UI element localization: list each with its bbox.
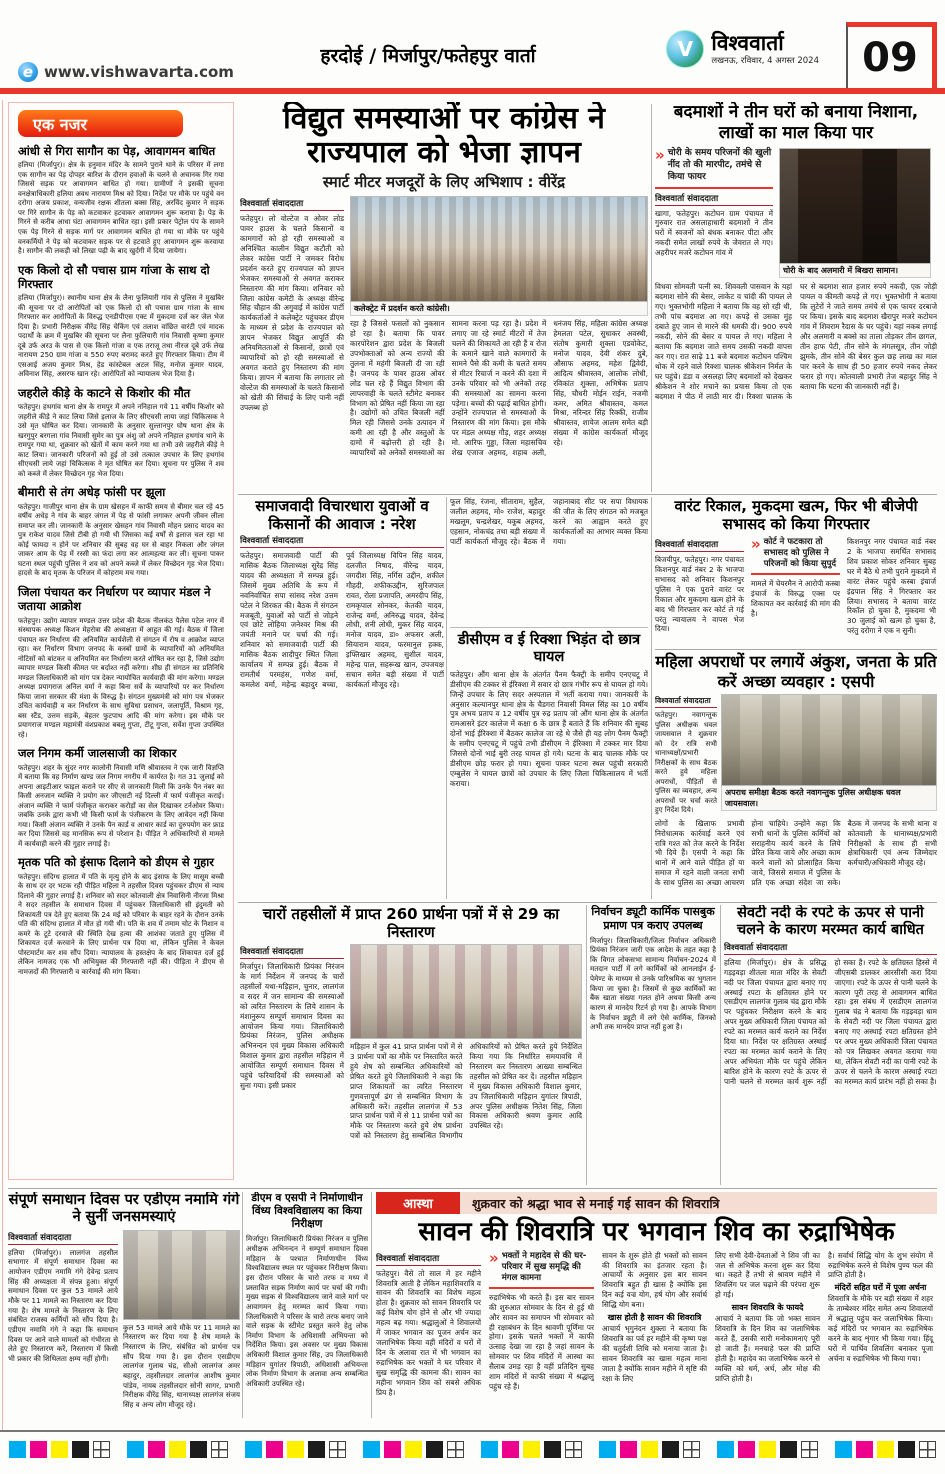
samajwadi-names-continued: फूल सिंह, रंजना, सीताराम, सुहैल, जलील अहमद, मो० राजेश, बहादुर मखलूम, चन्द्रशेखर, यकूब अहमद, एहसान, नोकचंद्र तथा बड़ी संख्या में पार्टी कार्यकर्ता मौजूद रहे। बैठक में जहानाबाद सीट पर सपा विधायक की जीत के लिए संगठन को मजबूत करने का आह्वान करते हुए कार्यकर्ताओं का आभार व्यक्त किया गया। [450,497,648,628]
column-rule [651,497,652,899]
byline: विश्ववार्ता संवाददाता [655,696,717,708]
brief-headline: मृतक पति को इंसाफ दिलाने को डीएम से गुहार [18,855,214,870]
kicker-line: शुक्रवार को श्रद्धा भाव से मनाई गई सावन की शिवरात्रि [460,1192,937,1214]
brand-block [666,30,819,68]
highlight-point: चोरी के समय परिजनों की खुली नींद तो की मारपीट, तमंचे से किया फायर [667,148,772,182]
news-brief [18,144,224,257]
theft-aftermath-photo [779,148,931,264]
byline: विश्ववार्ता संवाददाता [655,539,744,552]
red-rule [751,573,840,575]
article-body: आचार्य ने बताया कि जो भक्त सावन शिवरात्रि के दिन शिव का जलाभिषेक करते हैं, उसकी सारी मनोकामनाएं पूरी हो जाती हैं। मनचाहे फल की प्राप्ति होती है। महादेव का जलाभिषेक करने से व्यक्ति को धर्म, अर्थ, और मोक्ष की प्राप्ति होती है। [715,1314,820,1383]
column-rule [446,497,447,899]
article-body: फतेहपुर। समाजवादी पार्टी की मासिक बैठक जिलाध्यक्ष सुरेंद्र सिंह यादव की अध्यक्षता में सम्पन्न हुई। जिसमें मुख्य अतिथि के रूप में नवनिर्वाचित सपा सांसद नरेश उत्तम पटेल ने शिरकत की। बैठक में संगठन मजबूती, युवाओं को पार्टी से जोड़ने एवं छोटे लोहिया जनेश्वर मिश्र की जयंती मनाने पर चर्चा की गई। शनिवार को समाजवादी पार्टी की मासिक बैठक शादीपुर स्थित जिला कार्यालय में सम्पन्न हुई। बैठक में रामतीर्थ परमहंस, गणेश वर्मा, कमलेश वर्मा, महेन्द्र बहादुर बच्चा, पूर्व जिलाध्यक्ष विपिन सिंह यादव, दलजीत निषाद, वीरेन्द्र यादव, जगदीश सिंह, नर्गिस उद्दीन, शकील गौहदी, शफीकउद्दीन, सुरिजपाल रावत, रोला प्रजापति, अमरदीप सिंह, रामकृपाल सोनकर, केतकी यादव, राजेन्द्र वर्मा, अनिरुद्ध यादव, देवेन्द्र लोधी, शनी लोधी, मुकर सिंह यादव, मनोज यादव, डा० अफसर अली, सियाराम यादव, फरमानुल हक्क, इफ्तिखार अहमद, सुशील यादव, महेन्द्र पाल, सहरूख खान, उपजयक्ष सचान समेत बड़ी संख्या में पार्टी कार्यकर्ता मौजूद रहे। [240,551,444,689]
article-body: लोगों के खिलाफ प्रभावी निरोधात्मक कार्रवाई करने एवं रात्रि गश्त को तेज करने के निर्देश भी दिये हैं। एसपी ने कहा कि थानों में आने वाले पीड़ित हों या समाज में रहने वाली जनता सभी के साथ पुलिस का अच्छा आचरण होना चाहिये। उन्होंने कहा कि सभी थानों के पुलिस कर्मियों को सराहनीय कार्य करने के लिये प्रेरित किया जाये और अच्छा काम करने वालों को प्रोत्साहित किया जाये, जिससे समाज में पुलिस के प्रति एक अच्छा संदेश जा सके। बैठक में जनपद के सभी थाना व कोतवाली के थानाध्यक्ष/प्रभारी निरीक्षकों के साथ ही सभी क्षेत्राधिकारी एवं अन्य जिम्मेदार कर्मचारी/अधिकारी मौजूद रहे। [655,818,937,888]
congress-protest-photo [350,196,648,302]
article-headline: समाजवादी विचारधारा युवाओं व किसानों की आवाज : नरेश [255,497,429,533]
article-adm-namami-gange [8,1192,240,1418]
vishwavarta-logo-icon: V [666,30,704,68]
brief-body: हलिया (मिर्जापुर)। स्थानीय थाना क्षेत्र के लैना फुलियारी गांव से पुलिस ने मुखबिर की सूचना पर दो आरोपितों को एक किलो दो सौ पचास ग्राम गांजा के साथ गिरफ्तार कर आरोपितों के विरुद्ध एनडीपीएस एक्ट में मुकदमा दर्ज कर जेल भेज दिया है। प्रभारी निरीक्षक वीरेंद्र सिंह चेकिंग एवं तलाश वांछित वारंटी एवं मादक पदार्थों के क्रम में मुखबिर की सूचना पर लैना फुलियारी गांव निवासी कृष्णा कुमार दूबे उर्फ अरउ के पास से एक किलो गांजा व एक तराजू तथा नीरज दूबे उर्फ लेख नारायण 250 ग्राम गांजा व 550 रुपए बरामद करते हुए गिरफ्तार किया। टीम में एसआई अजय कुमार मिश्र, हेड कांस्टेबल अटल सिंह, मनोज कुमार यादव, अविनाश सिंह, असरफ खान रहे। आरोपितों को न्यायालय भेज दिया है। [18,294,224,379]
column-rule [586,905,587,1185]
byline: विश्ववार्ता संवाददाता [376,1253,481,1266]
registration-mark-icon [565,1441,582,1458]
article-headline: सावन की शिवरात्रि पर भगवान शिव का रुद्राभिषेक [418,1217,895,1247]
brief-body: फतेहपुर। गाजीपुर थाना क्षेत्र के ग्राम खेसहन में काफी समय से बीमार चल रहे 45 वर्षीय अधेड़ ने गांव के बाहर जंगल में पेड़ से फांसी लगाकर अपनी जीवन लीला समाप्त कर ली। जानकारी के अनुसार खेसहन गांव निवासी मोहन प्रसाद यादव का पुत्र राकेश यादव जिसे टीबी हो गयी थी जिसका कई वर्षों से इलाज चल रहा था कोई फायदा न होने पर शनिवार की सुबह वह घर से बाहर निकला और जंगल जाकर आम के पेड़ में रस्सी का फंदा लगा कर आत्महत्या कर ली। सूचना पाकर घटना स्थल पहुंची पुलिस ने शव को अपने कब्जे में लेकर विच्छेदन गृह भेज दिया। हादसे के बाद मृतक के परिजन में कोहराम मच गया। [18,502,224,578]
photo-caption: कलेक्ट्रेट में प्रदर्शन करते कांग्रेसी। [350,302,648,316]
red-rule [655,187,773,189]
article-body: फतेहपुर। वैसे तो साल में हर महीने शिवरात्रि आती है लेकिन महाशिवरात्रि व सावन की शिवरात्रि का विशेष महत्व होता है। शुक्रवार को सावन शिवरात्रि पर कई विशेष योग होने से और भी ज्यादा महत्व बढ़ गया। श्रद्धालुओं ने शिवालयों में जाकर भगवान का पूजन अर्चन कर जलाभिषेक किया वहीं मंदिरों व घरों में दिन के अलावा रात में भी भगवान का रुद्राभिषेक कर भक्तों ने घर परिवार में सुख समृद्धि की कामना की। सावन का महीना भगवान शिव को सबसे अधिक प्रिय है। [376,1268,481,1397]
article-body: मिर्जापुर। जिलाधिकारी/जिला निर्वाचन अधिकारी प्रियंका निरंजन जारी एक आदेश के तहत कहा है कि विगत लोकसभा सामान्य निर्वाचन-2024 में मतदान पार्टी में लगे कार्मिकों को आनलाईन ई-पेमेण्ट के माध्यम से उनके पारिश्रमिक का भुगतान किया जा चुका है। जिसमें से कुछ कार्मिकों का बैंक खाता संख्या गलत होने अथवा किसी अन्य कारण से मानदेय रिटर्न हो गया है। आपके विभाग के निर्वाचन ड्यूटी में लगे ऐसे कार्मिक, जिनको अभी तक मानदेय प्राप्त नहीं हुआ है। [590,935,716,1032]
article-headline: बदमाशों ने तीन घरों को बनाया निशाना, लाखों का माल किया पार [673,102,919,143]
ek-najar-title: एक नजर [18,110,183,137]
brief-headline: जिला पंचायत कर निर्धारण पर व्यापार मंडल ने जताया आक्रोश [18,584,211,614]
byline: विश्ववार्ता संवाददाता [655,193,773,206]
article-body: कुल 53 मामले आये मौके पर 11 मामले का निस्तारण कर दिया गया है शेष मामले के निस्तारण के लिए, संबंधित को प्रार्थना पत्र सौंप दिया गया है। इस दौरान एसडीएम लालगंज गुलाब चंद्र, सीओ लालगंज अमर बहादुर, तहसीलदार लालगंज आशीष कुमार पांडेय, नायब तहसीलदार सोनी सागर, प्रभारी निरीक्षक वीरेंद्र सिंह, थानाध्यक्ष लालगंज संजय सिंह व अन्य लोग मौजूद रहे। [123,1322,240,1409]
section-title: हरदोई / मिर्जापुर/फतेहपुर वार्ता [320,45,536,67]
article-body: मामले में चेयरमैन ने आरोपी कस्बा इंचार्ज के विरुद्ध एक्स पर शिकायत कर कार्रवाई की मांग की है। [751,579,840,618]
police-meeting-photo [721,694,937,786]
article-warrant-arrest [655,497,937,647]
column-rule [720,905,721,1185]
cmyk-swatch-group [127,1441,228,1458]
article-headline: चारों तहसीलों में प्राप्त 260 प्रार्थना पत्रों में से 29 का निस्तारण [262,905,560,941]
header-rule [0,88,945,94]
news-brief [18,746,224,849]
highlight-point: कोर्ट ने फटकारा तो सभासद को पुलिस ने परिजनों को किया सुपुर्द [763,537,836,570]
news-brief [18,386,224,480]
article-sp-crime-review [655,652,937,898]
brief-headline: आंधी से गिरा सागौन का पेड़, आवागमन बाधित [18,144,216,158]
samadhan-diwas-photo [350,944,582,1039]
article-body: बिजयीपुर, फतेहपुर। नगर पंचायत किशनपुर वार्ड नंबर 2 के भाजपा सभासद को शनिवार किशनपुर पुलिस ने एक पुराने वारंट पर रिकाल और मुकदमा खत्म होने के बाद भी गिरफ्तार कर कोर्ट ले गई परंतु न्यायालय ने वापस भेज दिया। [655,555,744,634]
article-robbery [655,102,937,492]
page-number: 09 [846,22,937,89]
article-vindhya-university-inspection [246,1192,368,1418]
browser-e-icon: e [18,62,38,82]
byline: विश्ववार्ता संवाददाता [8,1232,118,1245]
article-body: मिर्जापुर। जिलाधिकारी प्रियंका निरंजन के मार्ग निर्देशन में जनपद के चारों तहसीलों यथा-मड़िहान, चुनार, लालगंज व सदर में जन सामान्य की समस्याओं को त्वरित निस्तारण के लिये शासन के मंशानुरूप सम्पूर्ण समाधान दिवस का आयोजन किया गया। जिलाधिकारी प्रियंका निरंजन, पुलिस अधीक्षक अभिनन्दन एवं मुख्य विकास अधिकारी विशाल कुमार द्वारा तहसील मड़िहान में आयोजित सम्पूर्ण समाधान दिवस में पहुंचे फरियादियों की समस्याओं को सुना गया। इसी प्रकार [240,962,344,1091]
photo-caption: चोरी के बाद अलमारी में बिखरा सामान। [779,264,931,278]
band-rule [655,649,937,650]
news-brief [18,855,224,977]
ek-najar-box [8,102,234,1180]
sub-heading: मंदिरों सहित घरों में पूजा अर्चना [834,1283,927,1293]
article-headline: संपूर्ण समाधान दिवस पर एडीएम नमामि गंगे ने सुनीं जनसमस्याएं [8,1192,240,1226]
article-headline: वारंट रिकाल, मुकदमा खत्म, फिर भी बीजेपी सभासद को किया गिरफ्तार [674,497,918,533]
tehsil-hearing-photo [123,1230,240,1320]
article-body: किशनपुर नगर पंचायत वार्ड नंबर 2 के भाजपा समर्थित सभासद शिव प्रकाश सोकर शनिवार सुबह घर में बैठे थे तभी पुराने मुकदमे में वारंट लेकर पहुंचे कस्बा इंचार्ज इंद्रपाल सिंह ने गिरफ्तार कर लिया। सभासद ने बताया वारंट रिकॉल हो चुका है, मुकदमा भी 30 जुलाई को खत्म हो चुका है, परंतु दरोगा ने एक न सुनी। [847,537,936,636]
article-body: हलिया (मिर्जापुर)। लालगंज तहसील सभागार में संपूर्ण समाधान दिवस का आयोजन एडीएम नमामि गंगे देवेन्द्र प्रताप सिंह की अध्यक्षता में संपन्न हुआ। संपूर्ण समाधान दिवस पर कुल 53 मामले आये मौके पर 11 मामले का निस्तारण कर दिया गया है। शेष मामले के निस्तारण के लिए संबंधित राजस्व कर्मियों को सौंप दिया है। एडीएम नमामि गंगे ने कहा कि समाधान दिवस पर आने वाले मामलों को गंभीरता से लेते हुए निस्तारण करें, निस्तारण में किसी भी प्रकार की शिथिलता क्षम्य नहीं होगी। [8,1247,118,1363]
article-body: मड़िहान में कुल 41 प्राप्त प्रार्थना पत्रों में से 3 प्रार्थना पत्रों का मौके पर निस्तारित करते हुये शेष को सम्बन्धित अधिकारियों को प्रेषित करते हुये जिलाधिकारी ने कहा कि प्राप्त शिकायतों का त्वरित निस्तारण गुणवत्तापूर्ण ढंग से सम्बन्धित विभाग के अधिकारी करें। तहसील लालगंज में 53 प्राप्त प्रार्थना पत्रों में से 11 प्रार्थना पत्रों का मौके पर निस्तारण करते हुये शेष प्रार्थना पत्रों को निस्तारण हेतु सम्बन्धित विभागीय अधिकारियों को प्रेषित करते हुये निर्देशित किया गया कि निर्धारित समयावधि में निस्तारण कर निस्तारण आख्या सम्बन्धित तहसील को प्रेषित कर दें। तहसील मड़िहान में मुख्य विकास अधिकारी विशाल कुमार, उप जिलाधिकारी मड़िहान युगांतर त्रिपाठी, अपर पुलिस अधीक्षक नितेश सिंह, जिला विकास अधिकारी श्रवण कुमार आदि उपस्थित रहे। [350,1042,582,1141]
article-body: लिए सभी देवी-देवताओं ने शिव जी का जल से अभिषेक करना शुरू कर दिया था। कहते हैं तभी से श्रावण महीने में शिवलिंग पर जल चढ़ाने की परंपरा शुरू हो गई। [715,1250,820,1300]
article-headline: महिला अपराधों पर लगायें अंकुश, जनता के प्रति करें अच्छा व्यवहार : एसपी [655,652,937,691]
registration-mark-icon [93,1441,110,1458]
article-samadhan-diwas-260 [240,905,582,1185]
quote-bullet-icon: » [751,535,761,553]
brief-headline: एक किलो दो सौ पचास ग्राम गांजा के साथ दो गिरफ्तार [18,262,210,291]
brief-headline: बीमारी से तंग अधेड़ फांसी पर झूला [18,485,166,500]
article-body: है। सर्वार्थ सिद्धि योग के शुभ संयोग में रुद्राभिषेक करने से विशेष पुण्य फल की प्राप्ति होती है। [828,1250,933,1280]
article-body: हलिया (मिर्जापुर)। क्षेत्र के प्रसिद्ध गड़इवड़ा शीतला माता मंदिर के सेवटी नदी पर जिला पंचायत द्वारा बनाए गए अस्थाई रपटा के क्षतिग्रस्त होने पर एसडीएम लालगंज गुलाब चंद्र द्वारा मौके पर पहुंचकर निरीक्षण करने के बाद अपर मुख्य अधिकारी जिला पंचायत को रपटे का मरम्मत कार्य कराने का निर्देश दिया था। निर्देश पर क्षतिग्रस्त अस्थाई रपटा का मरम्मत कार्य कराने के लिए अपर अभियंता मौके पर पहुंचे लेकिन बारिश होने के कारण रपटे के ऊपर से पानी चलने से मरम्मत कार्य शुरू नहीं हो सका है। रपटे के क्षतिग्रस्त हिस्से में जीएसबी डालकर आरसीसी करा दिया जाएगा। रपटे के ऊपर से पानी चलने के कारण पूरी तरह से आवागमन बाधित रहा। इस संबंध में एसडीएम लालगंज गुलाब चंद्र ने बताया कि गड़इवड़ा धाम के सेवटी नदी पर जिला पंचायत द्वारा बनाए गए अस्थाई रपटा क्षतिग्रस्त होने पर अपर मुख्य अधिकारी जिला पंचायत को पत्र लिखकर अवगत कराया गया था, लेकिन सेवटी नदी का पानी रपटे के ऊपर से चलने के कारण अस्थाई रपटा का मरम्मत कार्य प्रारंभ नहीं हो सका है। [724,957,937,1086]
quote-bullet-icon: » [655,146,665,165]
article-sevti-river-repair [724,905,937,1185]
article-headline: डीएम व एसपी ने निर्माणाधीन विंध्य विश्वविद्यालय का किया निरीक्षण [251,1192,363,1231]
left-margin-rule [2,100,3,1430]
column-rule [242,1192,243,1418]
sub-heading: सावन शिवरात्रि के फायदे [731,1303,804,1313]
brief-body: फतेहपुर। उद्योग व्यापार मण्डल उत्तर प्रदेश की बैठक नीलकंठ पैलेस पटेल नगर में संस्थापक अध्यक्ष किशन मेहरोत्रा की अध्यक्षता में आहूत की गई। बैठक में जिला पंचायत कर निर्धारण की अनियमित कार्यशैली से संगठन में रोष व आक्रोश व्याप्त रहा। कर निर्धारण विभाग जनपद के कस्बों ग्रामों के व्यापारियों को अनियमित नोटिसों को बांटकर व अनियमित कर निर्धारण करते शोषित कर रहा है, जिसे उद्योग व्यापार मण्डल किसी कीमत पर बर्दाश्त नहीं करेगा। शीघ्र ही संगठन का प्रतिनिधि मण्डल जिलाधिकारी को मांग पत्र देकर न्यायोचित कार्यवाही की मांग करेगा। मण्डल अध्यक्ष प्रयागराज अनिल वर्मा ने कहा बिना सर्वे के व्यापारियों पर कर निर्धारण किया जाना सरकार की मंशा के विरुद्ध है। संगठन मुख्यमंत्री को मांग पत्र भेजकर उचित कार्यवाही व कर निर्धारण के साथ सुविधा प्रसाधन, जलापूर्ति, विश्राम गृह, बस स्टैंड, उत्तम सड़कें, बेहतर फुटपाथ आदि की मांग करेगा। इस मौके पर प्रयागराज मण्डल महामंत्री वंशप्रकाश बबलू गुप्ता, टीटू गुप्ता, सर्वेश गुप्ता उपस्थित रहे। [18,616,224,739]
article-headline: सेवटी नदी के रपटे के ऊपर से पानी चलने के कारण मरम्मत कार्य बाधित [737,905,924,939]
article-body: रुद्राभिषेक भी करते हैं। इस बार सावन की शुरुआत सोमवार के दिन से हुई थी और सावन का समापन भी सोमवार को ही रक्षाबंधन के दिन श्रावणी पूर्णिमा पर होगा। इसके चलते भक्तों में काफी उत्साह देखा जा रहा है जहां सावन के सोमवार पर शिव मंदिरों में आस्था का सैलाब उमड़ रहा है वहीं प्रतिदिन सुबह शाम मंदिरों में काफी संख्या में श्रद्धालु पहुंच रहे हैं। [489,1292,594,1392]
brief-body: हलिया (मिर्जापुर)। क्षेत्र के हनुमान मंदिर के सामने पुराने थाने के परिसर में लगा एक सागौन का पेड़ दोपहर बारिश के दौरान हवाओं के चलने से अचानक गिर गया जिससे सड़क पर आवागमन बाधित हो गया। ग्रामीणों ने इसकी सूचना वनक्षेत्राधिकारी हलिया अवध नारायण मिश्र को दिया। निर्देश पर मौके पर पहुंचे वन दरोगा अजय प्रकाश, वन्यजीव रक्षक शीतला बक्स सिंह, अरविंद कुमार ने सड़क पर गिरे सागौन के पेड़ को कटवाकर हटवाकर आवागमन शुरू कराया है। पेड़ के गिरने से करीब आधा घंटा आवागमन बाधित रहा। इसी प्रकार पेट्रोल पंप के सामने एक पेड़ गिरने से सड़क मार्ग पर आवागमन बाधित हो गया था मौके पर पहुंचे वनकर्मियों ने पेड़ को कटवाकर सड़क पर से हटवाते हुए आवागमन शुरू करवाया है। सागौन की लकड़ी को लिखा पढ़ी के बाद खुर्दगी में दिया जायेगा। [18,161,224,256]
byline: विश्ववार्ता संवाददाता [240,946,344,959]
article-samajwadi-meeting [240,497,444,899]
article-body: फतेहपुर। नवागन्तुक पुलिस अधीक्षक धवल जायसवाल ने शुक्रवार को देर रात्रि सभी थानाध्यक्षों/प्रभारी निरीक्षकों के साथ बैठक करते हुये महिला अपराधों, पीड़ितों से पुलिस का व्यवहार, अन्य अपराधों पर चर्चा करते हुए निर्देश दिये। [655,711,717,815]
website-text: www.vishwavarta.com [44,63,234,81]
article-headline: डीसीएम व ई रिक्शा भिड़ंत दो छात्र घायल [457,632,641,666]
registration-mark-icon [329,1441,346,1458]
band-rule [8,1188,937,1189]
edition-date-line: लखनऊ, रविवार, 4 अगस्त 2024 [711,55,819,66]
red-rule [489,1287,594,1289]
byline: विश्ववार्ता संवाददाता [240,198,344,211]
aastha-badge: आस्था [376,1192,460,1214]
article-dcm-collision [450,497,648,899]
band-rule [238,494,937,495]
cmyk-swatch-group [717,1441,818,1458]
highlight-point: भक्तों ने महादेव से की घर-परिवार में सुख समृद्धि की मंगल कामना [501,1250,587,1283]
article-body: रहा है जिससे फसलों को नुकसान हो रहा है। बताया कि पावर कारपोरेशन द्वारा प्रदेश के बिजली उपभोक्ताओं को अन्य राज्यों की तुलना में महंगी बिजली दी जा रही है। जनपद के पावर हाउस ओवर लोड चल रहे हैं विद्युत विभाग की लापरवाही के चलते स्टीमेट बनाकर विभाग को प्रेषित नहीं किया जा रहा है। उद्योगों को उचित बिजली नहीं मिल रही जिससे उनके उत्पादन में कमी आ रही है और वस्तुओं के दामों में बढ़ोत्तरी हो रही है। व्यापारियों को अनेकों समस्याओं का सामना करना पड़ रहा है। प्रदेश में लगाए जा रहे स्मार्ट मीटरों में तेज चलने की शिकायतें आ रही हैं व रोज के कमाने खाने वाले कामगारों के सामने पैसे की कमी के चलते समय से मीटर रिचार्ज न करने की दशा में उनके परिवार को भी अनेकों तरह की समस्याओं का सामना करना पड़ेगा। बच्चों की पढ़ाई बाधित होगी। उन्होंने राज्यपाल से समस्याओं के निस्तारण की मांग किया। इस मौके पर मंडल अध्यक्ष गौड़, शहर अध्यक्ष मो. आरिफ गुड्डा, जिला महासचिव शेख एजाज अहमद, शहाब अली, धनंजय सिंह, महिला कांग्रेस अध्यक्ष हेमलता पटेल, सुधाकर अवस्थी, संतोष कुमारी शुक्ला एडवोकेट, मनोज यादव, देवी शंकर दुबे, औसाफ अहमद, महेश द्विवेदी, आदित्य श्रीवास्तव, आलोक लोधी, रविकांत शुक्ला, अभिषेक प्रताप सिंह, चौधरी मोईन राईन, नजमी कमर, अमित श्रीवास्तव, कमल मिश्रा, नरिन्दर सिंह रिक्की, राजीव श्रीवास्तव, शायेज आलम समेत बड़ी संख्या में कांग्रेस कार्यकर्ता मौजूद रहे। [350,319,648,458]
cmyk-swatch-group [835,1441,936,1458]
news-brief [18,585,224,740]
article-body: फतेहपुर। औंग थाना क्षेत्र के अंतर्गत पैनम फैक्ट्री के समीप एनएचटू में डीसीएम की टक्कर से ईरिक्शा में सवार दो छात्र गंभीर रूप से घायल हो गये। जिन्हें उपचार के लिए सदर अस्पताल में भर्ती कराया गया। जानकारी के अनुसार कल्यानपुर थाना क्षेत्र के चैडगरा निवासी विमल सिंह का 10 वर्षीय पुत्र अभय प्रताप व 12 वर्षीय पुत्र रुद्र प्रताप जो औंग थाना क्षेत्र के अंतर्गत रामआसरे इंटर कालेज में कक्षा 6 के छात्र हैं बताते हैं कि शनिवार की सुबह दोनों भाई ईरिक्शा में बैठकर कालेज जा रहे थे जैसे ही यह लोग पैनम फैक्ट्री के समीप एनएचटू में पहुंचे तभी डीसीएम ने ईरिक्शा में टक्कर मार दिया जिससे दोनों भाई बुरी तरह घायल हो गये। घटना के बाद चालक मौके पर डीसीएम छोड़ फरार हो गया। सूचना पाकर घटना स्थल पहुंची सरकारी एम्बुलेंस ने घायल छात्रों को उपचार के लिए जिला चिकित्सालय में भर्ती कराया। [450,669,648,788]
brief-headline: जहरीले कीड़े के काटने से किशोर की मौत [18,385,191,400]
brand-name: विश्ववार्ता [711,30,784,55]
article-headline: निर्वाचन ड्यूटी कार्मिक पासबुक प्रमाण पत्र कराए उपलब्ध [591,905,715,932]
cmyk-swatch-group [481,1441,582,1458]
brief-body: फतेहपुर। हथगांव थाना क्षेत्र के रामपुर में अपने ननिहाल गये 11 वर्षीय किशोर को जहरीले कीड़े ने काट लिया जिसे इलाज के लिए सीएचसी लाया जहां चिकित्सक ने उसे मृत घोषित कर दिया। जानकारी के अनुसार सुल्तानपुर घोष थाना क्षेत्र के खरगुपुर बरगला गांव निवासी सुमेर का पुत्र अंशु जो अपने ननिहाल हथगांव थाने के रामपुर गया था, शुक्रवार को खेतों में काम करने गया था तभी उसे जहरीले कीड़े ने काट लिया। जानकारी परिजनों को हुई तो उसे तत्काल उपचार के लिए हथगांव सीएचसी लाये जहां चिकित्सक ने मृत घोषित कर दिया। सूचना पर पुलिस ने शव को कब्जे में लेकर विच्छेदन गृह भेज दिया। [18,403,224,478]
byline: विश्ववार्ता संवाददाता [724,942,937,955]
cmyk-swatch-group [363,1441,464,1458]
band-rule [238,902,937,903]
registration-mark-icon [801,1441,818,1458]
brief-body: फतेहपुर। शहर के सुंदर नगर कालोनी निवासी मणि श्रीवास्तव ने एक जारी विज्ञप्ति में बताया कि वह निर्माण खण्ड जल निगम नगरीय में कार्यरत है। गत 31 जुलाई को अपना आइटीआर फाइल कराने पर सीए से जानकारी मिली कि उनके पैन नंबर का किसी अनजान व्यक्ति ने प्रयोग कर जीएसटी नई दिल्ली में फार्म पंजीकृत कराई। अंजान व्यक्ति ने फार्म पंजीकृत कराकर करोड़ों का सेल दिखाकर टर्नओवर किया। जबकि उनके द्वारा कभी भी किसी फार्म के पंजीकरण के लिए आवेदन नहीं किया गया। किसी अंजान व्यक्ति ने उनके पैन कार्ड व आधार कार्ड का दुरुपयोग कर फ्राड कर दिया जिससे वह मानसिक रूप से परेशान है। पीड़ित ने अधिकारियों से मामले में कार्यवाही करने की गुहार लगाई है। [18,763,224,848]
column-rule [371,1192,372,1418]
cmyk-swatch-group [9,1441,110,1458]
column-rule [651,104,652,492]
registration-mark-icon [919,1441,936,1458]
article-body: विधवा सोमवती पत्नी स्व. शिववली पासवान के यहां बदमाश सोने की बेसर, लाकेट व चांदी की पायल ले गए। भुक्तभोगी महिला ने बताया कि वह सो रही थी, तभी पांच बदमाश आ गए। कपड़े से उसका मुंह दबाते हुए जान से मारने की धमकी दी। 900 रुपये नकदी, सोने की बेसर व पायल ले गए। महिला ने बताया कि बदमाश जाते समय उसकी नकदी वापस कर गए। रात साढ़े 11 बजे बदमाश कटोघन पश्चिम थोक में रहने वाले रिक्शा चालक श्रीकेशन निर्मल के घर पहुंचे। डंडा व असलहा लिए बदमाशों को देखकर श्रीकेशन ने शोर मचाने का प्रयास किया तो एक बदमाश ने पीठ में लाठी मार दी। रिक्शा चालक के घर से बदमाश सात हजार रुपये नकदी, एक जोड़ी पायल व कीमती कपड़े ले गए। भुक्तभोगी ने बताया कि लुटेरों ने जाते समय तमंचे से एक फायर दरबाजे पर किया। इसके बाद बदमाश खैरापुर मजरे कटोघन गांव में शिवराम रैदास के घर पहुंचे। यहां नकब लगाई और अलमारी व बक्से का ताला तोड़कर तीन छागल, तीन हाफ पेटी, तीन सोने के मंगलसूत्र, तीन जोड़ी झुमके, तीन सोने की बेसर कुल छह लाख का माल पार करने के साथ ही 50 हजार रुपये नकद लेकर फरार हो गए। कोतवाली प्रभारी तेज बहादुर सिंह ने बताया कि घटना की जानकारी नहीं है। [655,282,937,401]
quote-bullet-icon: » [489,1248,499,1267]
masthead [8,26,937,86]
cmyk-swatch-group [245,1441,346,1458]
cmyk-swatch-group [599,1441,700,1458]
article-body: मिर्जापुर। जिलाधिकारी प्रियंका निरंजन व पुलिस अधीक्षक अभिनन्दन ने सम्पूर्ण समाधान दिवस मड़िहान के पश्चात निर्माणाधीन विंध्य विश्वविद्यालय स्थल पर पहुंचकर निरीक्षण किया। इस दौरान परिसर के चारो तरफ व मध्य में प्रस्तावित सड़क निर्माण कार्य पर चर्चा की गयी। मुख्य सड़क से विश्वविद्यालय जाने वाले मार्ग पर आवागमन हेतु मरम्मत कार्य किया गया। जिलाधिकारी ने परिसर के चारो तरफ बनाए जाने वाले सड़क के स्टीमेट प्रस्तुत करने हेतु लोक निर्माण विभाग के अधिशासी अभियन्ता को निर्देशित किया। इस अवसर पर मुख्य विकास अधिकारी विशाल कुमार सिंह, उप जिलाधिकारी मड़िहान युगांतर त्रिपाठी, अधिशासी अभियन्ता लोक निर्माण विभाग के अलावा अन्य सम्बन्धित अधिकारी उपस्थित रहे। [246,1234,368,1388]
article-body: शिवरात्रि के मौके पर बड़ी संख्या में शहर के ताम्बेश्वर मंदिर समेत अन्य शिवालयों में श्रद्धालु पहुंच कर जलाभिषेक किया। कई मंदिरों पर भगवान का रुद्राभिषेक करने के बाद शृंगार भी किया गया। हिंदू घरों में पार्थिव शिवलिंग बनाकर पूजा अर्चना व रुद्राभिषेक भी किया गया। [828,1294,933,1363]
news-brief [18,263,224,380]
registration-mark-icon [447,1441,464,1458]
news-brief [18,485,224,579]
article-sawan-shivratri [376,1192,937,1418]
registration-mark-icon [211,1441,228,1458]
photo-caption: अपराध समीक्षा बैठक करते नवागन्तुक पुलिस अधीक्षक धवल जायसवाल। [721,786,937,811]
brief-headline: जल निगम कर्मी जालसाजी का शिकार [18,746,177,761]
sub-heading: खास होती है सावन की शिवरात्रि [607,1313,702,1323]
article-body: सावन के शुरू होते ही भक्तों को सावन की शिवरात्रि का इंतजार रहता है। आचार्यों के अनुसार इस बार सावन शिवरात्रि बहुत ही खास है क्योंकि इस दिन कई वज्र योग, हर्ष योग और सर्वार्थ सिद्धि योग बना। [602,1250,707,1310]
website-url [18,62,234,82]
print-registration-bar [0,1430,945,1458]
registration-mark-icon [683,1441,700,1458]
article-body: खागा, फतेहपुर। कटोघन ग्राम पंचायत में गुरुवार रात असलाहाधारी बदमाशों ने तीन घरों में स्वजनों को बंधक बनाकर पीटा और नकदी समेत लाखों रुपये के जेवरात ले गए। अहरीपर मजरे कटोघन गांव में [655,208,773,258]
lead-headline: विद्युत समस्याओं पर कांग्रेस ने राज्यपाल को भेजा ज्ञापन [283,102,605,170]
lead-subhead: स्मार्ट मीटर मजदूरों के लिए अभिशाप : वीरेंद्र [322,173,566,192]
byline: विश्ववार्ता संवाददाता [240,535,444,548]
brief-body: फतेहपुर। संदिग्ध हालात में पति के मृत्यु होने के बाद इंसाफ के लिए मासूम बच्ची के साथ दर दर भटक रही पीड़ित महिला ने तहसील दिवस पहुंचकर डीएम से न्याय दिलाने की गुहार लगाई है। शनिवार को सदर कोतवाली क्षेत्र निवासिनी नीरजा मिश्रा ने सदर तहसील के समाधान दिवस में पहुंचकर जिलाधिकारी सी इंदुमती को शिकायती पत्र देते हुए बताया कि 24 मई को परिवार के बाहर रहने के दौरान उनके पति की संदिग्ध हालात में मौत हो गयी थी। पति के शव में तमाम चोट के निशान व कमरे के टूटे दरवाजे की स्थिति देख हत्या की आशंका जताते हुए पुलिस में शिकायत दर्ज करवाने के लिए प्रार्थना पत्र दिया था, लेकिन पुलिस ने केवल पोस्टमार्टम कर शव सौंप दिया। न्यायालय के हस्तक्षेप के बाद शिकायत दर्ज हुई लेकिन नामजद एक भी अभियुक्त की गिरफ्तारी नहीं की। पीड़िता ने डीएम से नामजदों की गिरफ्तारी व कार्रवाई की मांग किया। [18,872,224,976]
article-body: आचार्य भृगुनंदन शुक्ला ने बताया कि शिवरात्रि का पर्व हर महीने की कृष्ण पक्ष की चतुर्दशी तिथि को मनाया जाता है। सावन शिवरात्रि का खास महत्व माना जाता है क्योंकि सावन महीने में सृष्टि की रक्षा के लिए [602,1324,707,1383]
article-election-duty-payment [590,905,716,1185]
article-congress-memo [240,102,648,492]
article-body: फतेहपुर। लो वोल्टेज व ओवर लोड पावर हाउस के चलते किसानों व कामगारों को हो रही समस्याओं व अनिश्चित कालीन विद्युत कटौती को लेकर कांग्रेस पार्टी ने जमकर विरोध प्रदर्शन करते हुए राज्यपाल को ज्ञापन भेजकर समस्याओं से अवगत कराकर निस्तारण की मांग किया। शनिवार को जिला कांग्रेस कमेटी के अध्यक्ष वीरेन्द्र सिंह चौहान की अगुवाई में कांग्रेस पार्टी कार्यकर्ताओं ने कलेक्ट्रेट पहुंचकर डीएम के माध्यम से प्रदेश के राज्यपाल को ज्ञापन भेजकर विद्युत आपूर्ति की अनियमितताओं से किसानों, छात्रों एवं व्यापारियों को हो रही समस्याओं से अवगत कराते हुए निस्तारण की मांग किया। ज्ञापन में बताया कि लगातार लो वोल्टेज की समस्याओं के चलते किसानों को खेती की सिंचाई के लिए पानी नहीं उपलब्ध हो [240,214,344,412]
